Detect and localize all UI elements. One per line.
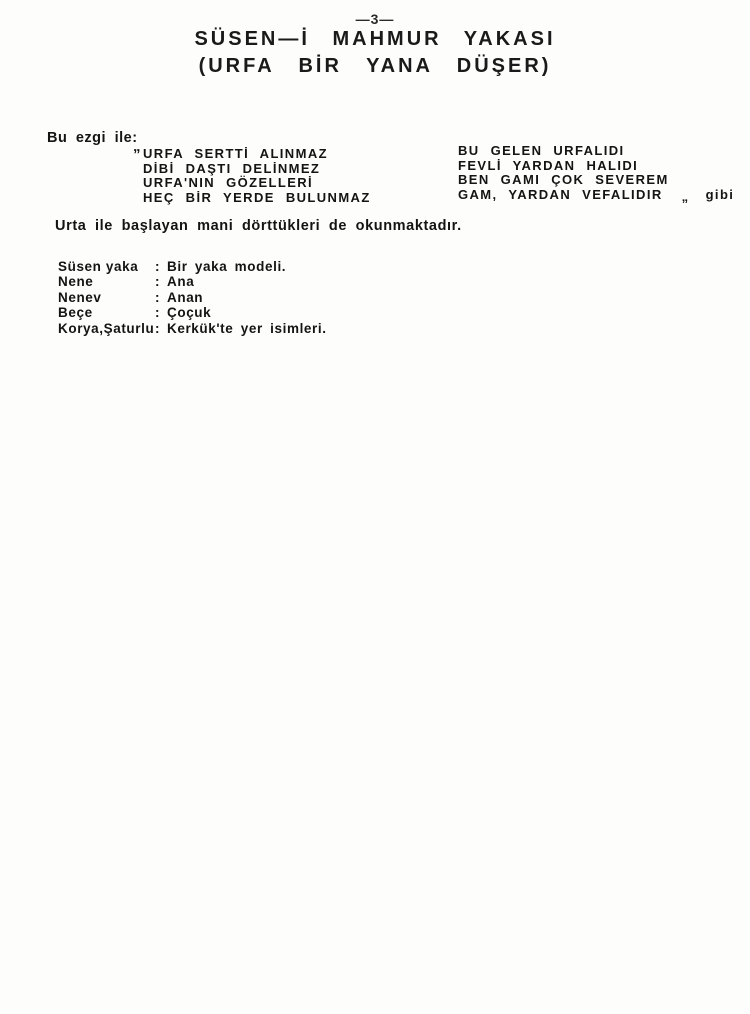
open-quote-mark: „	[133, 138, 141, 155]
glossary-separator: :	[155, 320, 161, 336]
close-quote-mark: „	[681, 188, 690, 204]
glossary-row	[58, 274, 327, 289]
glossary-definition: Çoçuk	[167, 305, 212, 321]
glossary	[58, 259, 327, 336]
verse-line: HEÇ BİR YERDE BULUNMAZ	[143, 189, 371, 205]
verse-block-right	[458, 144, 734, 202]
glossary-definition: Bir yaka modeli.	[167, 259, 287, 274]
glossary-separator: :	[155, 274, 161, 290]
glossary-definition: Ana	[167, 274, 195, 290]
verse-line: BU GELEN URFALIDI	[458, 143, 625, 158]
page-title: SÜSEN—İ MAHMUR YAKASI	[194, 28, 556, 50]
verse-line: URFA'NIN GÖZELLERİ	[143, 175, 314, 191]
glossary-definition: Kerkük'te yer isimleri.	[167, 320, 327, 336]
verse-line-last	[458, 188, 734, 203]
verse-line-text: GAM, YARDAN VEFALIDIR	[458, 186, 663, 202]
glossary-term: Süsen yaka	[58, 259, 139, 274]
verse-line: DİBİ DAŞTI DELİNMEZ	[143, 160, 321, 176]
note-line: Urta ile başlayan mani dörttükleri de okunmaktadır.	[55, 218, 462, 234]
glossary-separator: :	[155, 305, 161, 321]
intro-lead: Bu ezgi ile:	[47, 130, 138, 146]
page-subtitle: (URFA BİR YANA DÜŞER)	[198, 55, 552, 77]
glossary-row	[58, 321, 327, 336]
page-number: —3—	[355, 11, 395, 27]
glossary-separator: :	[155, 289, 161, 305]
verse-line: URFA SERTTİ ALINMAZ	[143, 146, 328, 161]
glossary-term: Nenev	[58, 289, 102, 305]
glossary-row	[58, 305, 327, 320]
glossary-separator: :	[155, 259, 161, 274]
glossary-term: Nene	[58, 274, 94, 290]
verse-line: FEVLİ YARDAN HALIDI	[458, 157, 639, 173]
glossary-row	[58, 290, 327, 305]
verse-line: BEN GAMI ÇOK SEVEREM	[458, 172, 669, 188]
glossary-definition: Anan	[167, 289, 204, 305]
verse-block-left	[143, 147, 371, 205]
quote-tail-word: gibi	[705, 186, 735, 202]
glossary-term: Korya,Şaturlu	[58, 320, 155, 336]
glossary-row	[58, 259, 327, 274]
glossary-term: Beçe	[58, 305, 93, 321]
